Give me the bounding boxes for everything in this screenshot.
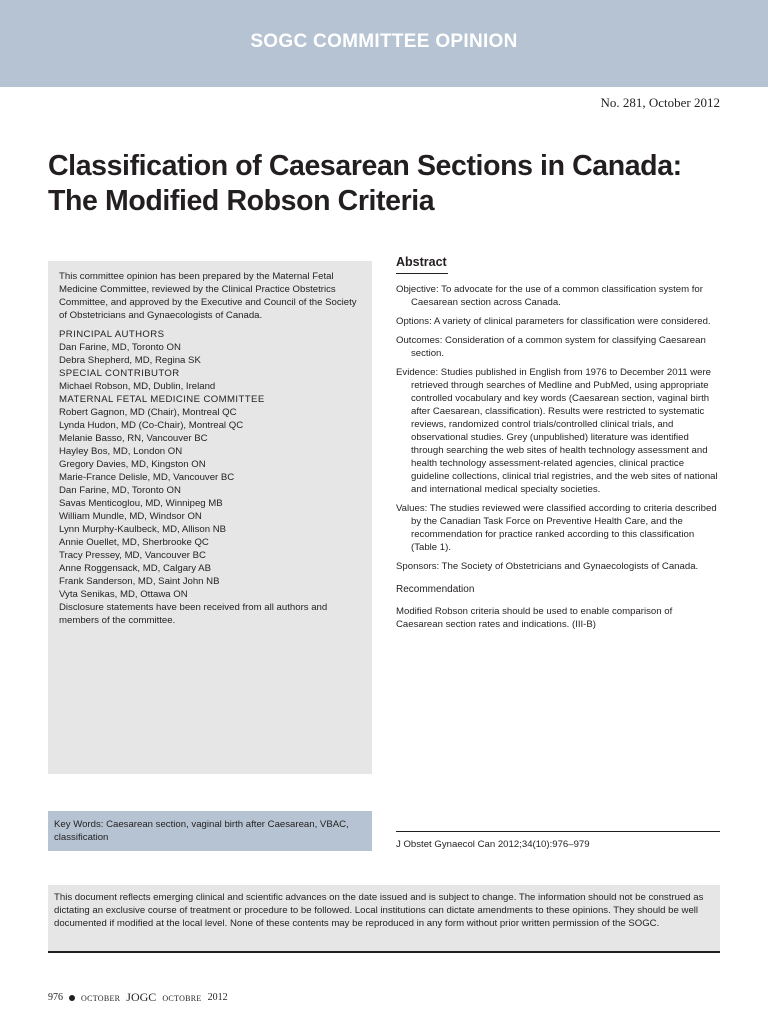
title-line-1: Classification of Caesarean Sections in Canada: bbox=[48, 150, 682, 182]
footer-month-fr: octobre bbox=[162, 991, 202, 1004]
recommendation-heading: Recommendation bbox=[396, 584, 475, 595]
key-words-box bbox=[48, 811, 372, 851]
abstract-evidence: Evidence: Studies published in English from 1976 to December 2011 were retrieved through searches of Medline and PubMed, using appropriate controlled vocabulary and key words (Caesarean section, vaginal birth after Caesarean, classification). Results were restricted to systematic reviews, randomized control trials/controlled clinical trials, and observational studies. Grey (unpublished) literature was identified through searching the web sites of health technology assessment and health technology assessment-related agencies, clinical practice guideline collections, clinical trial registries, and the web sites of national and international medical specialty societies. bbox=[396, 367, 718, 495]
abstract-section bbox=[396, 256, 720, 631]
abstract-outcomes: Outcomes: Consideration of a common system for classifying Caesarean section. bbox=[396, 335, 706, 359]
abstract-options: Options: A variety of clinical parameters for classification were considered. bbox=[396, 316, 711, 327]
title-line-2: The Modified Robson Criteria bbox=[48, 185, 435, 217]
committee-member: Gregory Davies, MD, Kingston ON bbox=[59, 459, 206, 470]
committee-member: Hayley Bos, MD, London ON bbox=[59, 446, 183, 457]
principal-authors-heading: PRINCIPAL AUTHORS bbox=[59, 329, 165, 340]
committee-member: Melanie Basso, RN, Vancouver BC bbox=[59, 433, 208, 444]
abstract-items bbox=[396, 283, 720, 573]
journal-citation: J Obstet Gynaecol Can 2012;34(10):976–979 bbox=[396, 839, 590, 850]
special-contributor: Michael Robson, MD, Dublin, Ireland bbox=[59, 381, 216, 392]
committee-member: Anne Roggensack, MD, Calgary AB bbox=[59, 563, 211, 574]
special-contributor-heading: SPECIAL CONTRIBUTOR bbox=[59, 368, 180, 379]
committee-member: Lynn Murphy-Kaulbeck, MD, Allison NB bbox=[59, 524, 227, 535]
document-title bbox=[48, 149, 728, 219]
committee-member: Savas Menticoglou, MD, Winnipeg MB bbox=[59, 498, 223, 509]
footer-year: 2012 bbox=[207, 992, 228, 1003]
committee-heading: MATERNAL FETAL MEDICINE COMMITTEE bbox=[59, 394, 265, 405]
recommendation-text: Modified Robson criteria should be used to enable comparison of Caesarean section rates and indications. (III-B) bbox=[396, 606, 673, 630]
disclaimer-box bbox=[48, 885, 720, 953]
committee-member: Vyta Senikas, MD, Ottawa ON bbox=[59, 589, 188, 600]
committee-member: William Mundle, MD, Windsor ON bbox=[59, 511, 202, 522]
footer-month-en: october bbox=[81, 991, 121, 1004]
principal-author: Debra Shepherd, MD, Regina SK bbox=[59, 355, 201, 366]
committee-member: Annie Ouellet, MD, Sherbrooke QC bbox=[59, 537, 209, 548]
issue-number: No. 281, October 2012 bbox=[600, 95, 720, 110]
abstract-heading: Abstract bbox=[396, 256, 448, 274]
committee-member: Tracy Pressey, MD, Vancouver BC bbox=[59, 550, 206, 561]
committee-intro: This committee opinion has been prepared by the Maternal Fetal Medicine Committee, reviewed by the Clinical Practice Obstetrics Committee, and approved by the Executive and Council of the Society of Obstetricians and Gynaecologists of Canada. bbox=[59, 271, 357, 321]
header-banner bbox=[0, 0, 768, 87]
committee-member: Lynda Hudon, MD (Co-Chair), Montreal QC bbox=[59, 420, 244, 431]
page-footer bbox=[48, 990, 228, 1005]
committee-member: Dan Farine, MD, Toronto ON bbox=[59, 485, 181, 496]
page-number: 976 bbox=[48, 992, 63, 1003]
citation-divider bbox=[396, 831, 720, 832]
abstract-values: Values: The studies reviewed were classified according to criteria described by the Canadian Task Force on Preventive Health Care, and the recommendation for practice ranked according to this classification (Table 1). bbox=[396, 503, 717, 553]
banner-title: SOGC COMMITTEE OPINION bbox=[250, 31, 518, 52]
disclosure-statement: Disclosure statements have been received from all authors and members of the committee. bbox=[59, 602, 328, 626]
bullet-icon bbox=[69, 995, 75, 1001]
committee-member: Robert Gagnon, MD (Chair), Montreal QC bbox=[59, 407, 237, 418]
abstract-sponsors: Sponsors: The Society of Obstetricians and Gynaecologists of Canada. bbox=[396, 561, 699, 572]
key-words-text: Key Words: Caesarean section, vaginal birth after Caesarean, VBAC, classification bbox=[54, 819, 349, 843]
committee-member: Frank Sanderson, MD, Saint John NB bbox=[59, 576, 220, 587]
principal-author: Dan Farine, MD, Toronto ON bbox=[59, 342, 181, 353]
disclaimer-text: This document reflects emerging clinical and scientific advances on the date issued and is subject to change. The information should not be construed as dictating an exclusive course of treatment or procedure to be followed. Local institutions can dictate amendments to these opinions. They should be well documented if modified at the local level. None of these contents may be reproduced in any form without prior written permission of the SOGC. bbox=[54, 892, 704, 929]
abstract-objective: Objective: To advocate for the use of a common classification system for Caesarean section across Canada. bbox=[396, 284, 703, 308]
footer-journal: JOGC bbox=[126, 990, 157, 1004]
committee-box bbox=[48, 261, 372, 774]
committee-member: Marie-France Delisle, MD, Vancouver BC bbox=[59, 472, 235, 483]
